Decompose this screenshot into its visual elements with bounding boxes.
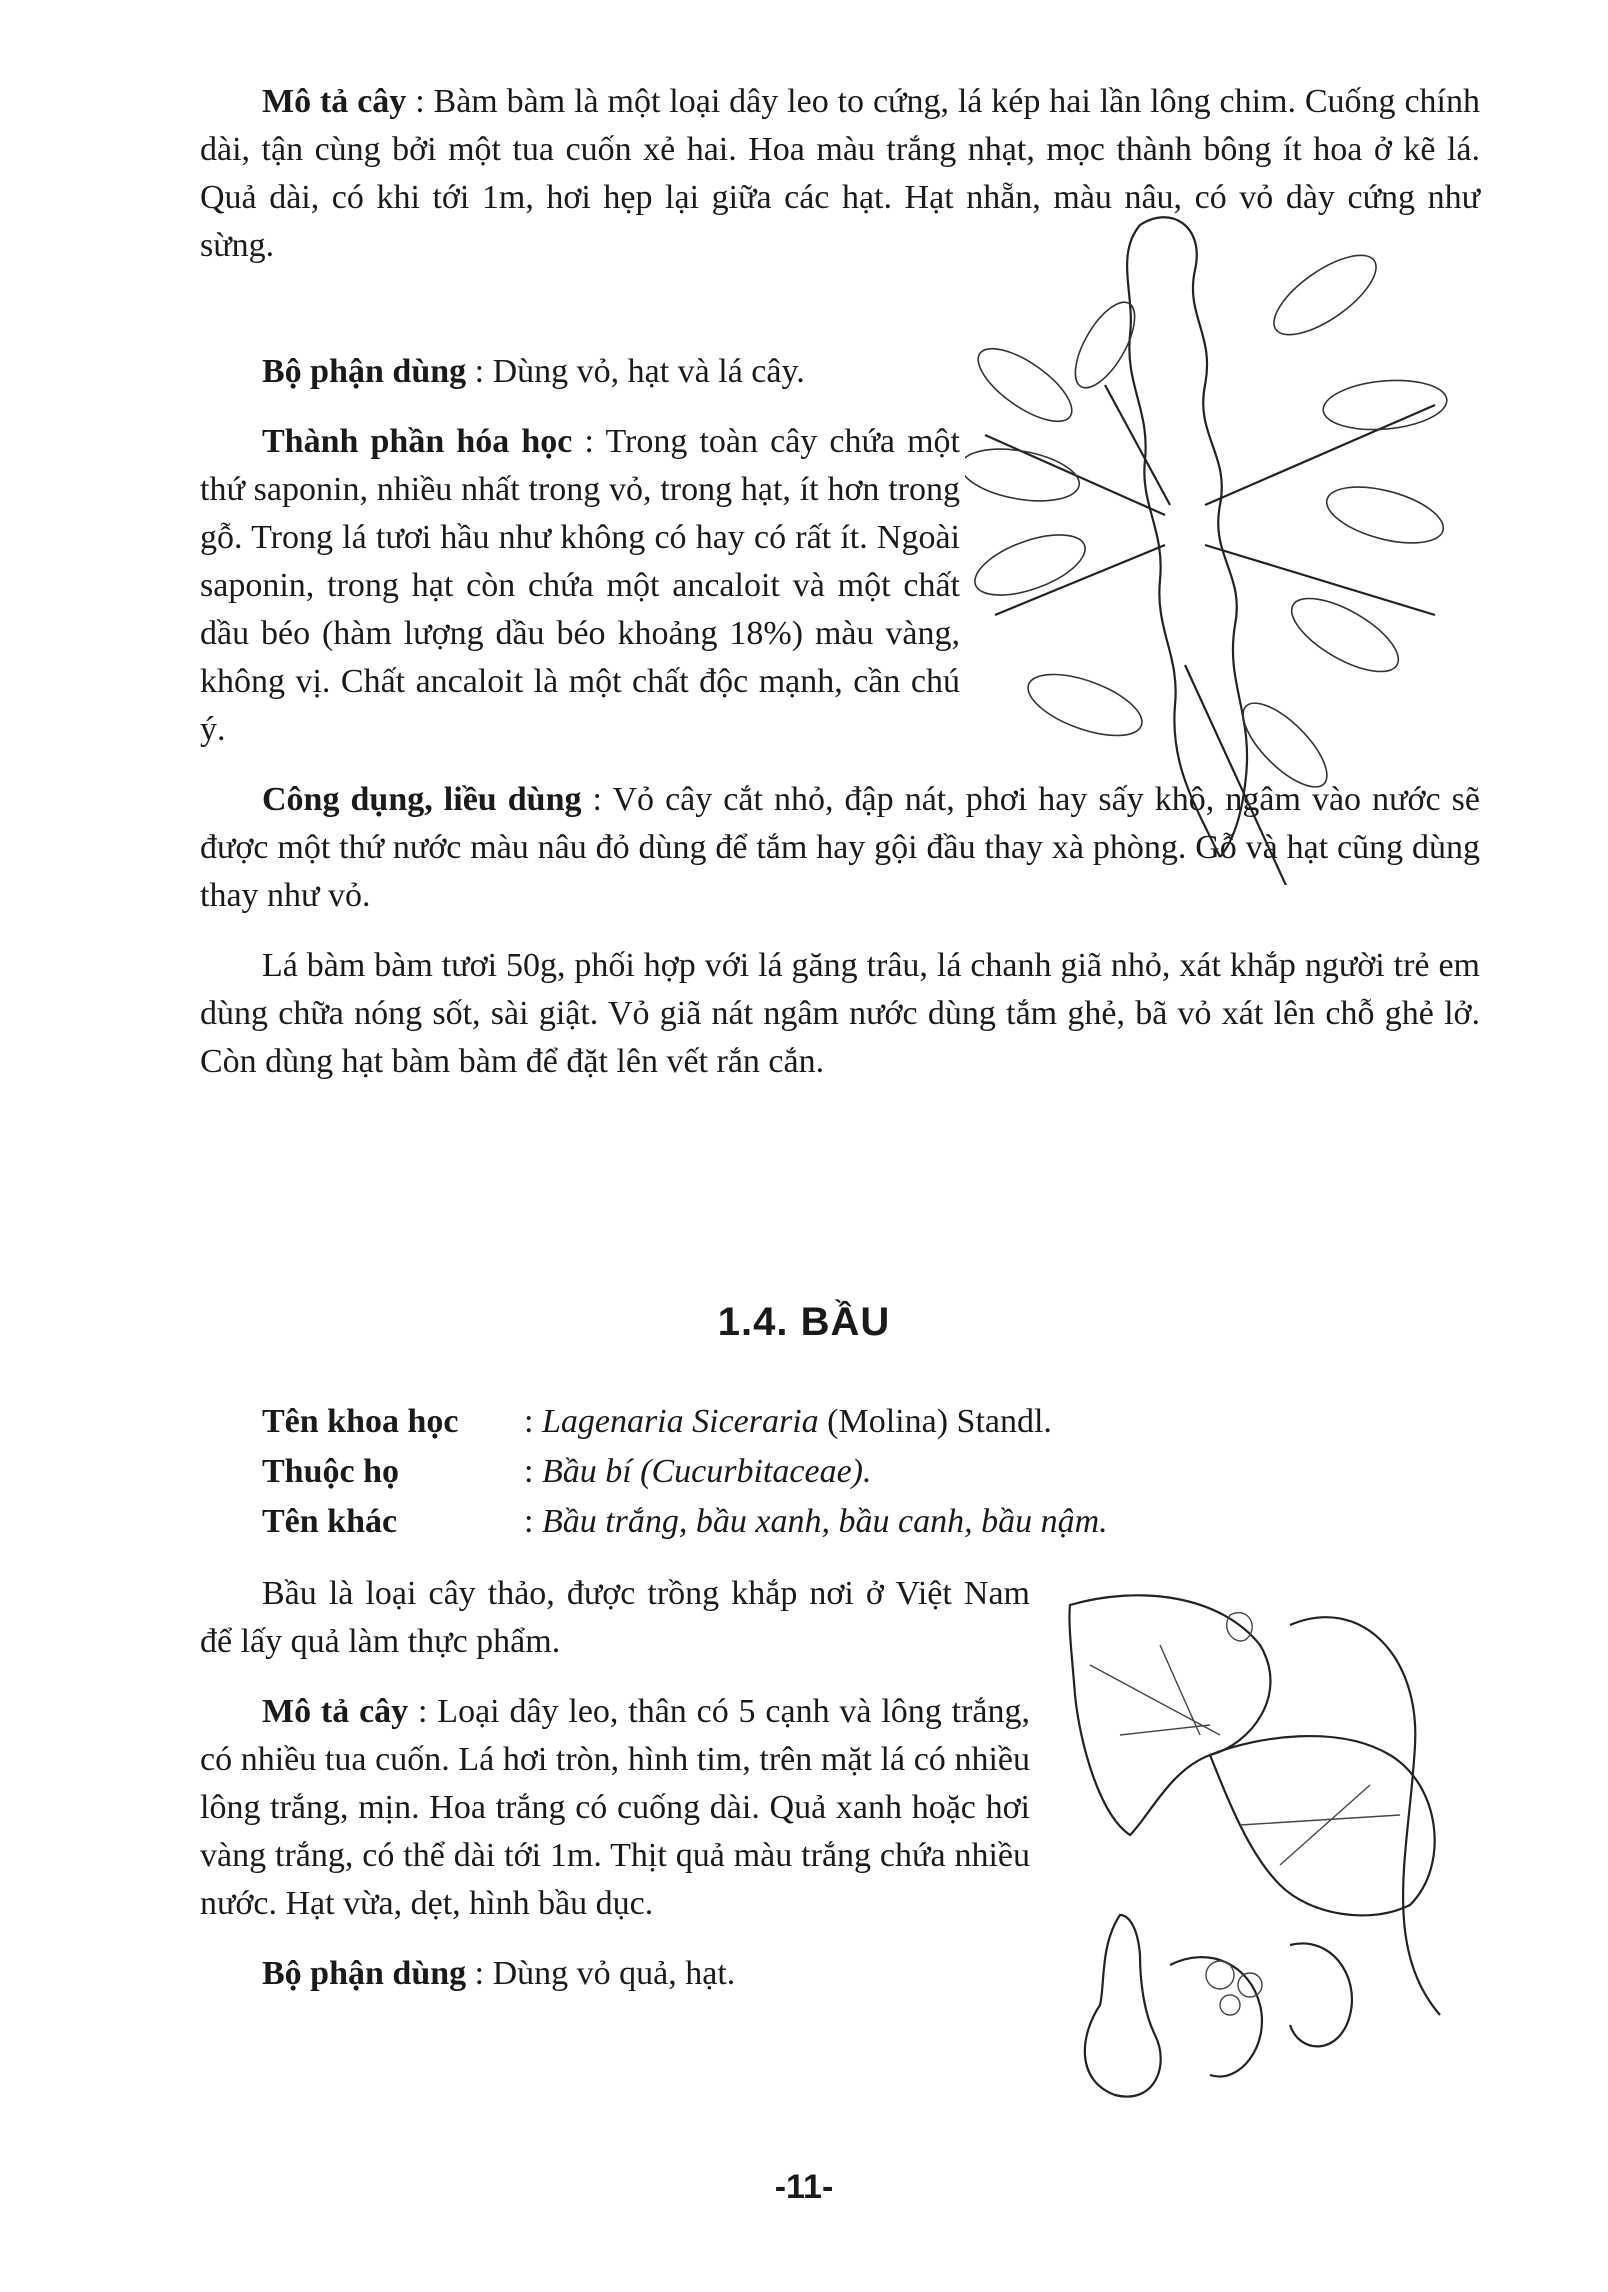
family-value: Bầu bí (Cucurbitaceae). [541, 1453, 872, 1490]
bau-parts-used-paragraph [200, 1950, 1030, 1998]
other-names-value: Bầu trắng, bầu xanh, bầu canh, bầu nậm. [541, 1503, 1108, 1540]
usage-label: Công dụng, liều dùng [262, 781, 582, 818]
page-number: -11- [774, 2168, 834, 2206]
bau-parts-used-text: : Dùng vỏ quả, hạt. [466, 1955, 736, 1992]
usage-text: : Vỏ cây cắt nhỏ, đập nát, phơi hay sấy khô, ngâm vào nước sẽ được một thứ nước màu nâu đỏ dùng để tắm hay gội đầu thay xà phòng. Gỗ và hạt cũng dùng thay như vỏ. [200, 781, 1480, 914]
gourd-plant-illustration [1060, 1585, 1480, 2105]
bau-description-text: : Loại dây leo, thân có 5 cạnh và lông trắng, có nhiều tua cuốn. Lá hơi tròn, hình tim, trên mặt lá có nhiều lông trắng, mịn. Hoa trắng có cuống dài. Quả xanh hoặc hơi vàng trắng, có thể dài tới 1m. Thịt quả màu trắng chứa nhiều nước. Hạt vừa, dẹt, hình bầu dục. [200, 1693, 1030, 1922]
other-names-label: Tên khác [262, 1503, 398, 1540]
bau-description-label: Mô tả cây [262, 1693, 409, 1730]
remedy-paragraph: Lá bàm bàm tươi 50g, phối hợp với lá găng trâu, lá chanh giã nhỏ, xát khắp người trẻ em dùng chữa nóng sốt, sài giật. Vỏ giã nát ngâm nước dùng tắm ghẻ, bã vỏ xát lên chỗ ghẻ lở. Còn dùng hạt bàm bàm để đặt lên vết rắn cắn. [200, 947, 1480, 1080]
scientific-name-label: Tên khoa học [262, 1403, 459, 1440]
chemistry-paragraph [200, 418, 960, 754]
scientific-author: (Molina) Standl. [818, 1403, 1052, 1440]
bau-parts-used-label: Bộ phận dùng [262, 1955, 467, 1992]
section-title: 1.4. BẦU [717, 1300, 891, 1344]
intro-paragraph: Bầu là loại cây thảo, được trồng khắp nơi ở Việt Nam để lấy quả làm thực phẩm. [200, 1575, 1030, 1660]
parts-used-label: Bộ phận dùng [262, 353, 467, 390]
description-label: Mô tả cây [262, 83, 407, 120]
parts-used-paragraph [200, 348, 960, 396]
bau-description-paragraph [200, 1688, 1030, 1928]
botanical-info: Tên khoa học : Lagenaria Siceraria (Molina) Standl. Thuộc họ : Bầu bí (Cucurbitaceae). Tên khác : Bầu trắng, bầu xanh, bầu canh, bầu nậm. [262, 1397, 1108, 1547]
chemistry-text: : Trong toàn cây chứa một thứ saponin, nhiều nhất trong vỏ, trong hạt, ít hơn trong gỗ. Trong lá tươi hầu như không có hay có rất ít. Ngoài saponin, trong hạt còn chứa một ancaloit và một chất dầu béo (hàm lượng dầu béo khoảng 18%) màu vàng, không vị. Chất ancaloit là một chất độc mạnh, cần chú ý. [200, 423, 961, 748]
chemistry-label: Thành phần hóa học [262, 423, 573, 460]
scientific-name: Lagenaria Siceraria [541, 1403, 819, 1440]
bam-bam-pod-illustration [965, 185, 1485, 885]
description-text: : Bàm bàm là một loại dây leo to cứng, lá kép hai lần lông chim. Cuống chính dài, tận cùng bởi một tua cuốn xẻ hai. Hoa màu trắng nhạt, mọc thành bông ít hoa ở kẽ lá. Quả dài, có khi tới 1m, hơi hẹp lại giữa các hạt. Hạt nhẵn, màu nâu, có vỏ dày cứng như sừng. [200, 83, 1480, 264]
family-label: Thuộc họ [262, 1453, 399, 1490]
parts-used-text: : Dùng vỏ, hạt và lá cây. [466, 353, 805, 390]
